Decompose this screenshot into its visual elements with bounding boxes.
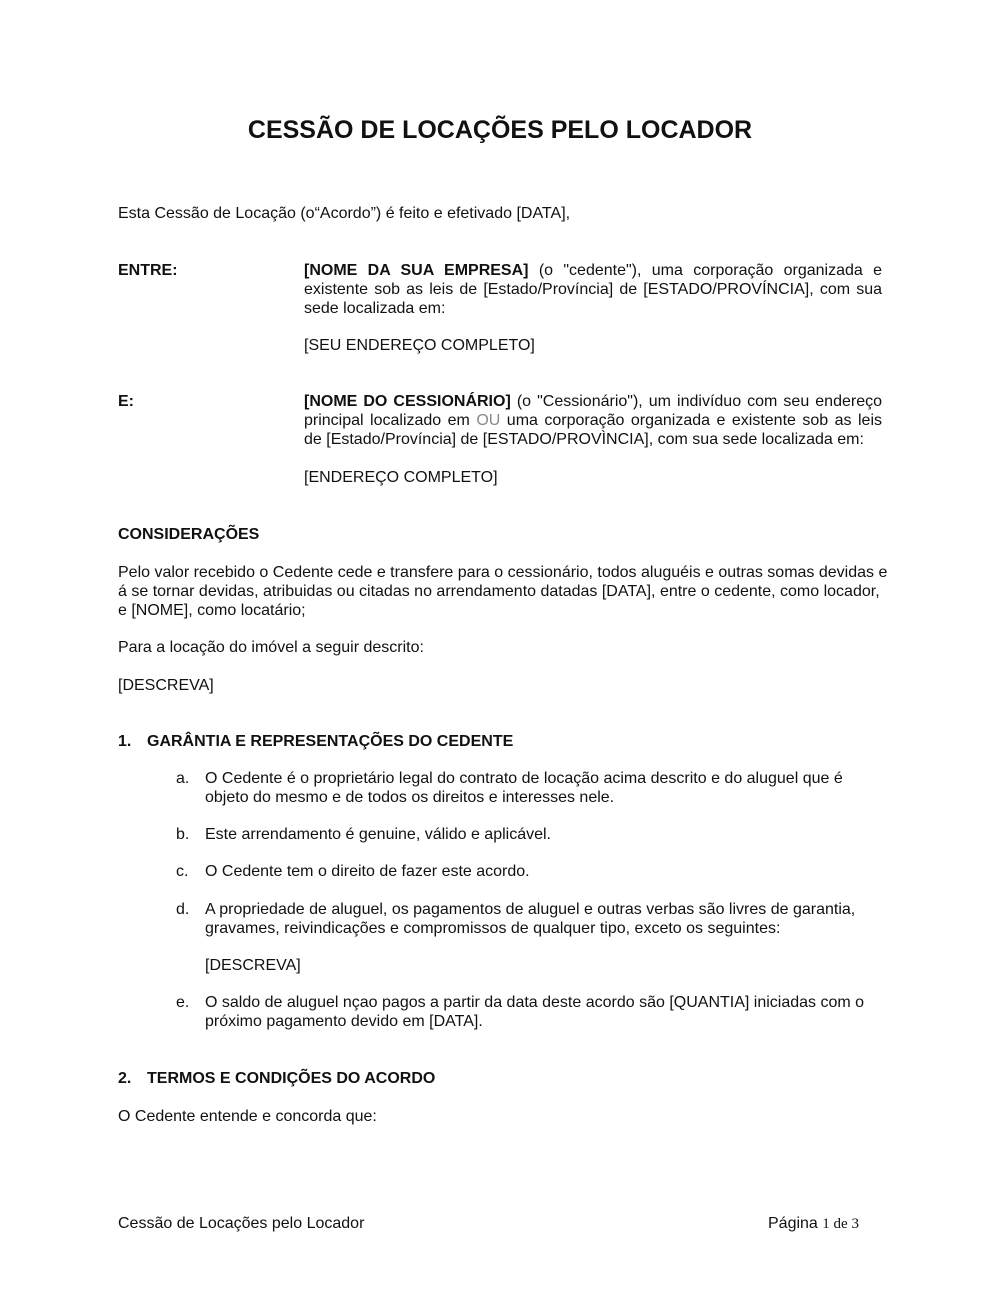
party-1-description (304, 261, 882, 318)
item-e-marker: e. (176, 994, 190, 1011)
considerations-heading: CONSIDERAÇÕES (118, 526, 260, 543)
party-label-e: E: (118, 393, 134, 410)
party-1-name: [NOME DA SUA EMPRESA] (304, 262, 529, 279)
section-2-heading: TERMOS E CONDIÇÕES DO ACORDO (147, 1070, 436, 1087)
item-c-marker: c. (176, 863, 189, 880)
footer-page-number (768, 1214, 859, 1234)
item-b-marker: b. (176, 826, 190, 843)
section-2-number: 2. (118, 1070, 132, 1087)
or-word: OU (476, 412, 501, 429)
party-2-text-before: (o "Cessionário"), um indivíduo com seu endereço principal localizado em (304, 393, 882, 429)
item-d-marker: d. (176, 901, 190, 918)
considerations-paragraph-1: Pelo valor recebido o Cedente cede e transfere para o cessionário, todos aluguéis e outras somas devidas e á se tornar devidas, atribuidas ou citadas no arrendamento datadas [DATA], entre o cedente, como locador, e [NOME], como locatário; (118, 564, 888, 619)
footer-current-page: 1 (822, 1216, 830, 1232)
item-d-placeholder: [DESCREVA] (205, 957, 301, 974)
considerations-paragraph-2: Para a locação do imóvel a seguir descrito: (118, 639, 424, 656)
party-2-text-after: uma corporação organizada e existente sob as leis de [Estado/Província] de [ESTADO/PROVÌNCIA], com sua sede localizada em: (304, 412, 882, 448)
party-1-address: [SEU ENDEREÇO COMPLETO] (304, 337, 535, 354)
item-e-text: O saldo de aluguel nçao pagos a partir da data deste acordo são [QUANTIA] iniciadas com o próximo pagamento devido em [DATA]. (205, 994, 865, 1030)
footer-title: Cessão de Locações pelo Locador (118, 1215, 365, 1232)
party-label-entre: ENTRE: (118, 262, 178, 279)
item-d-text: A propriedade de aluguel, os pagamentos de aluguel e outras verbas são livres de garantia, gravames, reivindicações e compromissos de qualquer tipo, exceto os seguintes: (205, 901, 856, 937)
item-b-text: Este arrendamento é genuine, válido e aplicável. (205, 826, 551, 843)
party-1-text: (o "cedente"), uma corporação organizada e existente sob as leis de [Estado/Província] de [ESTADO/PROVÍNCIA], com sua sede localizada em: (304, 262, 882, 317)
document-title: CESSÃO DE LOCAÇÕES PELO LOCADOR (247, 116, 753, 144)
footer-page-label: Página (768, 1215, 823, 1232)
party-2-name: [NOME DO CESSIONÁRIO] (304, 393, 511, 410)
footer-total-pages: 3 (851, 1216, 859, 1232)
item-c-text: O Cedente tem o direito de fazer este acordo. (205, 863, 530, 880)
item-a-marker: a. (176, 770, 190, 787)
party-2-address: [ENDEREÇO COMPLETO] (304, 469, 498, 486)
item-a-text: O Cedente é o proprietário legal do contrato de locação acima descrito e do aluguel que é objeto do mesmo e de todos os direitos e interesses nele. (205, 770, 843, 806)
section-2-intro: O Cedente entende e concorda que: (118, 1108, 377, 1125)
section-1-heading: GARÂNTIA E REPRESENTAÇÕES DO CEDENTE (147, 733, 514, 750)
section-1-number: 1. (118, 733, 132, 750)
intro-paragraph: Esta Cessão de Locação (o“Acordo”) é feito e efetivado [DATA], (118, 205, 571, 222)
considerations-placeholder: [DESCREVA] (118, 677, 214, 694)
footer-page-separator: de (829, 1216, 852, 1232)
party-2-description (304, 392, 882, 449)
